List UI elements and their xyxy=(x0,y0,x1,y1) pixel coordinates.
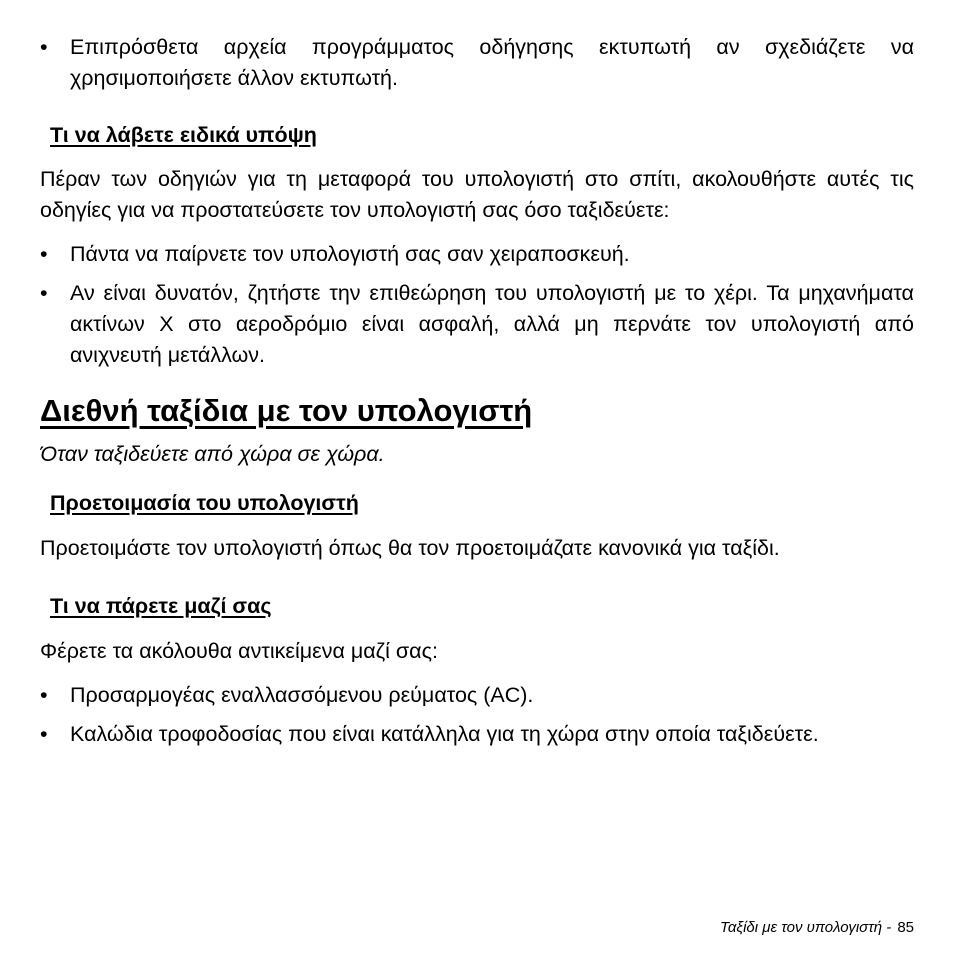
section-heading-special: Τι να λάβετε ειδικά υπόψη xyxy=(50,123,317,147)
list-item xyxy=(40,32,914,94)
bullet-marker: • xyxy=(40,683,48,707)
list-item xyxy=(40,239,914,270)
list-item xyxy=(40,278,914,371)
bullet-marker: • xyxy=(40,242,48,266)
paragraph: Προετοιμάστε τον υπολογιστή όπως θα τον προετοιμάζατε κανονικά για ταξίδι. xyxy=(40,536,780,560)
page-number: 85 xyxy=(897,919,914,936)
page-footer xyxy=(720,918,914,938)
bullet-marker: • xyxy=(40,35,48,59)
section-heading-prepare: Προετοιμασία του υπολογιστή xyxy=(50,491,359,515)
list-item-text: Αν είναι δυνατόν, ζητήστε την επιθεώρηση του υπολογιστή με το χέρι. Τα μηχανήματα ακτίνων Χ στο αεροδρόμιο είναι ασφαλή, αλλά μη περνάτε τον υπολογιστή από ανιχνευτή μετάλλων. xyxy=(70,281,914,367)
paragraph: Πέραν των οδηγιών για τη μεταφορά του υπολογιστή στο σπίτι, ακολουθήστε αυτές τις οδηγίες για να προστατεύσετε τον υπολογιστή σας όσο ταξιδεύετε: xyxy=(40,167,914,222)
list-item-text: Καλώδια τροφοδοσίας που είναι κατάλληλα για τη χώρα στην οποία ταξιδεύετε. xyxy=(70,722,819,746)
section-subtitle: Όταν ταξιδεύετε από χώρα σε χώρα. xyxy=(40,442,385,466)
list-item xyxy=(40,680,914,711)
section-heading-bring: Τι να πάρετε μαζί σας xyxy=(50,594,272,618)
paragraph: Φέρετε τα ακόλουθα αντικείμενα μαζί σας: xyxy=(40,639,438,663)
page-content xyxy=(40,32,914,750)
list-item-text: Πάντα να παίρνετε τον υπολογιστή σας σαν χειραποσκευή. xyxy=(70,242,630,266)
bullet-marker: • xyxy=(40,722,48,746)
list-item-text: Προσαρμογέας εναλλασσόμενου ρεύματος (AC). xyxy=(70,683,534,707)
list-item xyxy=(40,719,914,750)
footer-chapter-title: Ταξίδι με τον υπολογιστή - xyxy=(720,919,892,936)
bullet-marker: • xyxy=(40,281,48,305)
list-item-text: Επιπρόσθετα αρχεία προγράμματος οδήγησης εκτυπωτή αν σχεδιάζετε να χρησιμοποιήσετε άλλον εκτυπωτή. xyxy=(70,35,914,90)
page-section-title: Διεθνή ταξίδια με τον υπολογιστή xyxy=(40,393,533,428)
